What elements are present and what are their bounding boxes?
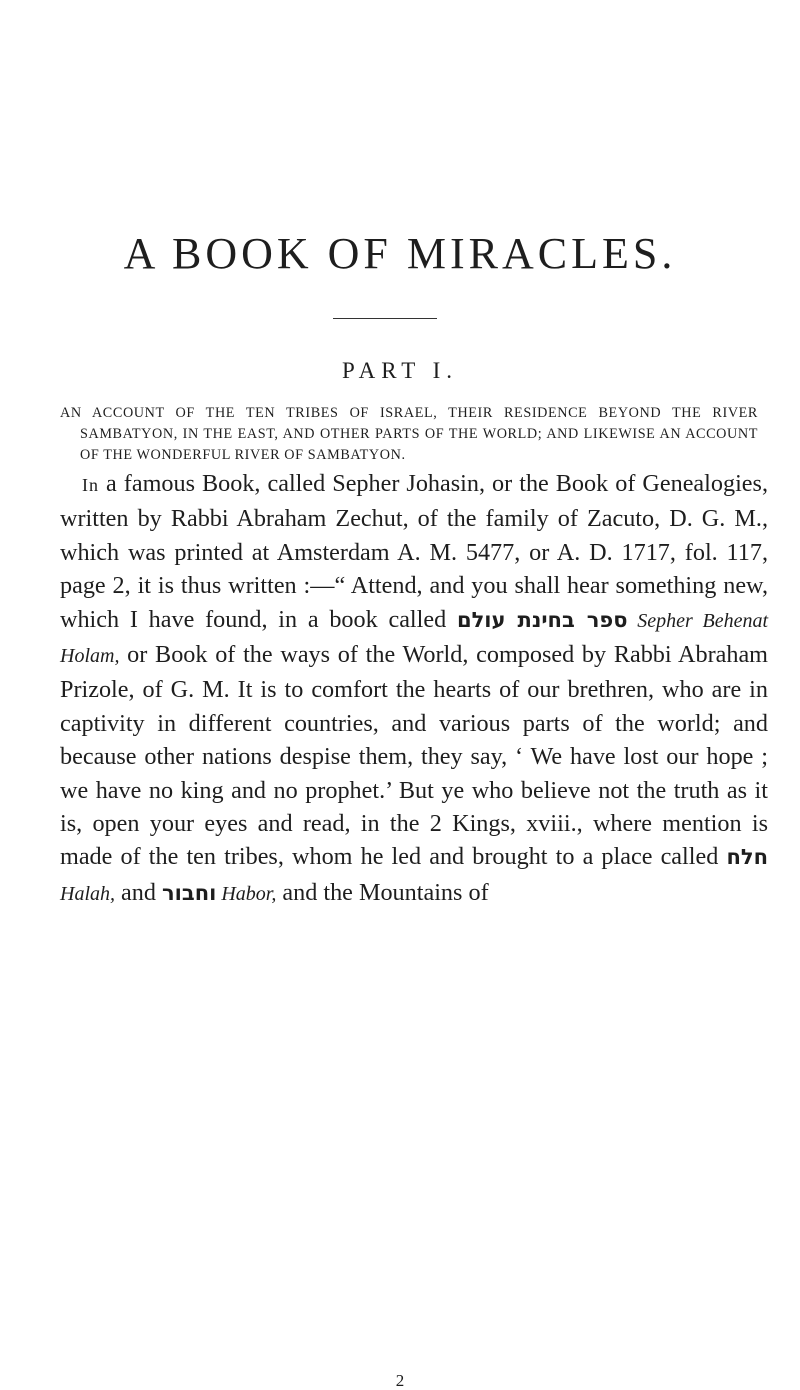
transliterated-habor: Habor, — [216, 882, 277, 905]
title-divider — [333, 318, 437, 319]
body-text-part1: a famous Book, called Sepher Johasin, or the Book of Genealogies, written by Rabbi Abraham Zechut, of the family of Zacuto, D. G. M., which was printed at Amsterdam A. M. 5477, or A. D. 1717, fol. 117, page 2, it is thus written :—“ Attend, and you shall hear something new, which I have found, in a book called — [60, 470, 768, 633]
page-number: 2 — [395, 1371, 405, 1390]
hebrew-book-title: ספר בחינת עולם — [456, 607, 628, 632]
body-text-part4: and the Mountains of — [276, 878, 489, 906]
summary-text: AN ACCOUNT OF THE TEN TRIBES OF ISRAEL, THEIR RESIDENCE BEYOND THE RIVER SAMBATYON, IN THE EAST, AND OTHER PARTS OF THE WORLD; AND LIKEWISE AN ACCOUNT OF THE WONDERFUL RIVER OF SAMBATYON. — [60, 405, 758, 463]
body-paragraph — [60, 467, 768, 911]
part-heading: PART I. — [341, 358, 459, 383]
body-text-part2: or Book of the ways of the World, composed by Rabbi Abraham Prizole, of G. M. It is to comfort the hearts of our brethren, who are in captivity in different countries, and various parts of the world; and because other nations despise them, they say, ‘ We have lost our hope ; we have no king and no prophet.’ But ye who believe not the truth as it is, open your eyes and read, in the 2 Kings, xviii., where mention is made of the ten tribes, whom he led and brought to a place called — [60, 641, 768, 871]
body-text-part3: and — [115, 878, 163, 906]
transliterated-halah: Halah, — [60, 882, 115, 905]
opening-word: In — [82, 475, 99, 495]
transliterated-book-title: Sepher Behenat Holam, — [60, 609, 768, 668]
hebrew-habor: וחבור — [162, 880, 217, 905]
hebrew-halah: חלח — [726, 845, 768, 870]
part-summary — [60, 403, 758, 466]
book-title: A BOOK OF MIRACLES. — [123, 229, 677, 278]
body-text — [60, 467, 768, 911]
